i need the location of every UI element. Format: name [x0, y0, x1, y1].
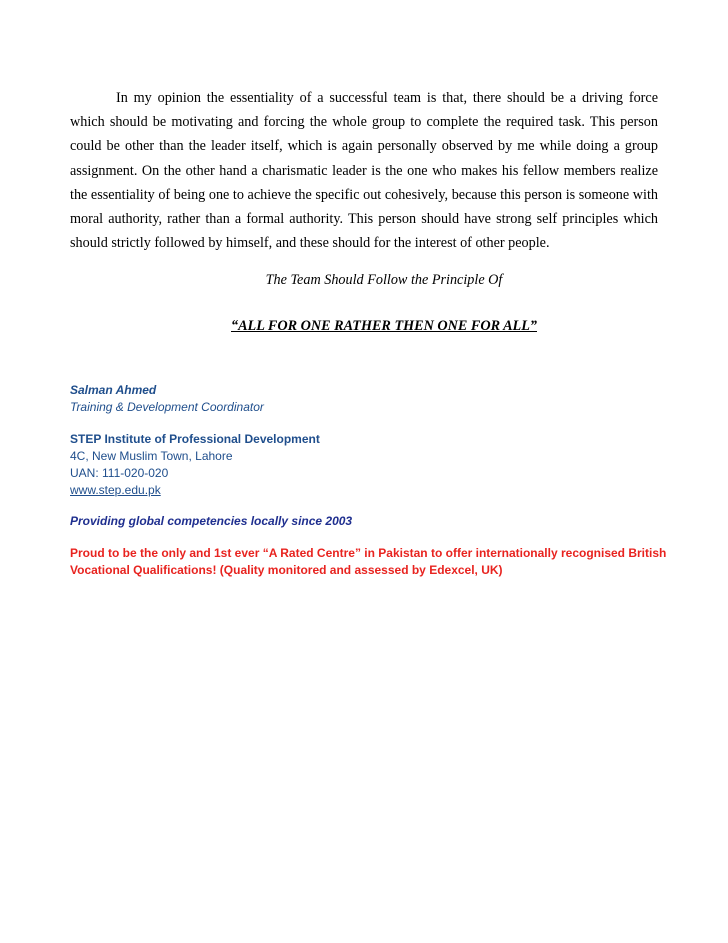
body-paragraph: In my opinion the essentiality of a successful team is that, there should be a driving force which should be motivating and forcing the whole group to complete the required task. This person could be other than the leader itself, which is again personally observed by me while doing a group assignment. On the other hand a charismatic leader is the one who makes his fellow members realize the essentiality of being one to achieve the specific out cohesively, because this person is someone with moral authority, rather than a formal authority. This person should have strong self principles which should strictly followed by himself, and these should for the interest of other people. [70, 90, 658, 252]
signature-website-link[interactable]: www.step.edu.pk [70, 483, 161, 497]
signature-tagline: Providing global competencies locally since 2003 [70, 514, 353, 528]
principle-heading: The Team Should Follow the Principle Of [265, 272, 503, 288]
signature-role: Training & Development Coordinator [70, 400, 264, 414]
signature-accreditation-statement: Proud to be the only and 1st ever “A Rated Centre” in Pakistan to offer internationally recognised British Vocational Qualifications! (Quality monitored and assessed by Edexcel, UK) [70, 546, 667, 577]
signature-name: Salman Ahmed [70, 383, 157, 397]
signature-organization: STEP Institute of Professional Development [70, 432, 320, 446]
signature-address: 4C, New Muslim Town, Lahore [70, 449, 233, 463]
signature-uan: UAN: 111-020-020 [70, 466, 169, 480]
motto-heading: “ALL FOR ONE RATHER THEN ONE FOR ALL” [231, 318, 537, 334]
